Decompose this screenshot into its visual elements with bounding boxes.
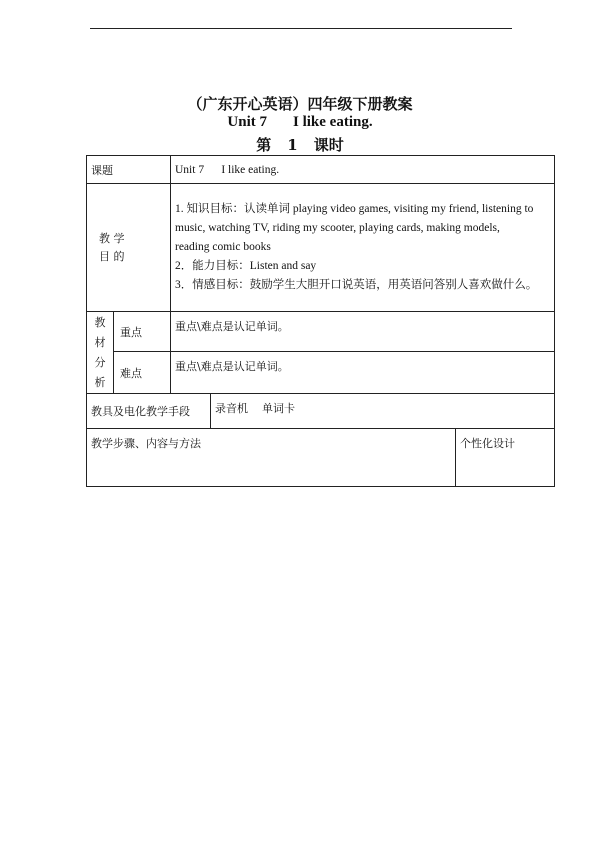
topic-value: Unit 7 I like eating. [171, 156, 555, 184]
lesson-di: 第 [256, 136, 272, 154]
analysis-char: 析 [94, 375, 106, 389]
analysis-char: 分 [94, 355, 106, 369]
difficulty-label: 难点 [114, 352, 171, 394]
goal-line: music, watching TV, riding my scooter, playing cards, making models, [175, 222, 500, 234]
topic-label: 课题 [87, 156, 171, 184]
tools-label: 教具及电化教学手段 [87, 394, 211, 429]
key-point-label: 重点 [114, 312, 171, 352]
goals-label-line-1: 教 学 [99, 231, 125, 245]
analysis-char: 教 [94, 315, 106, 329]
goal-line: 2．能力目标：Listen and say [175, 260, 317, 272]
unit-title [0, 114, 600, 131]
goals-content [171, 184, 555, 312]
steps-row [87, 429, 555, 487]
goal-line: 3．情感目标：鼓励学生大胆开口说英语，用英语问答别人喜欢做什么。 [175, 279, 538, 291]
analysis-char: 材 [94, 335, 106, 349]
unit-name: I like eating. [293, 114, 373, 130]
lesson-num: 1 [287, 136, 298, 154]
tools-value: 录音机 单词卡 [211, 394, 555, 429]
difficulty-row [87, 352, 555, 394]
analysis-label [87, 312, 114, 394]
steps-label: 教学步骤、内容与方法 [87, 429, 456, 487]
key-point-row [87, 312, 555, 352]
personal-design-label: 个性化设计 [456, 429, 555, 487]
goals-row [87, 184, 555, 312]
unit-prefix: Unit 7 [227, 114, 267, 130]
lesson-number [0, 134, 600, 155]
goals-label-line-2: 目 的 [99, 249, 125, 263]
goals-label [87, 184, 171, 312]
difficulty-value: 重点\难点是认记单词。 [171, 352, 555, 394]
key-point-value: 重点\难点是认记单词。 [171, 312, 555, 352]
topic-row [87, 156, 555, 184]
tools-row [87, 394, 555, 429]
header-rule [90, 28, 512, 29]
doc-title: （广东开心英语）四年级下册教案 [187, 95, 413, 113]
lesson-keshi: 课时 [313, 136, 344, 154]
goal-line: reading comic books [175, 241, 271, 253]
goal-line: 1. 知识目标：认读单词 playing video games, visiting my friend, listening to [175, 203, 534, 215]
lesson-plan-table [86, 155, 555, 487]
